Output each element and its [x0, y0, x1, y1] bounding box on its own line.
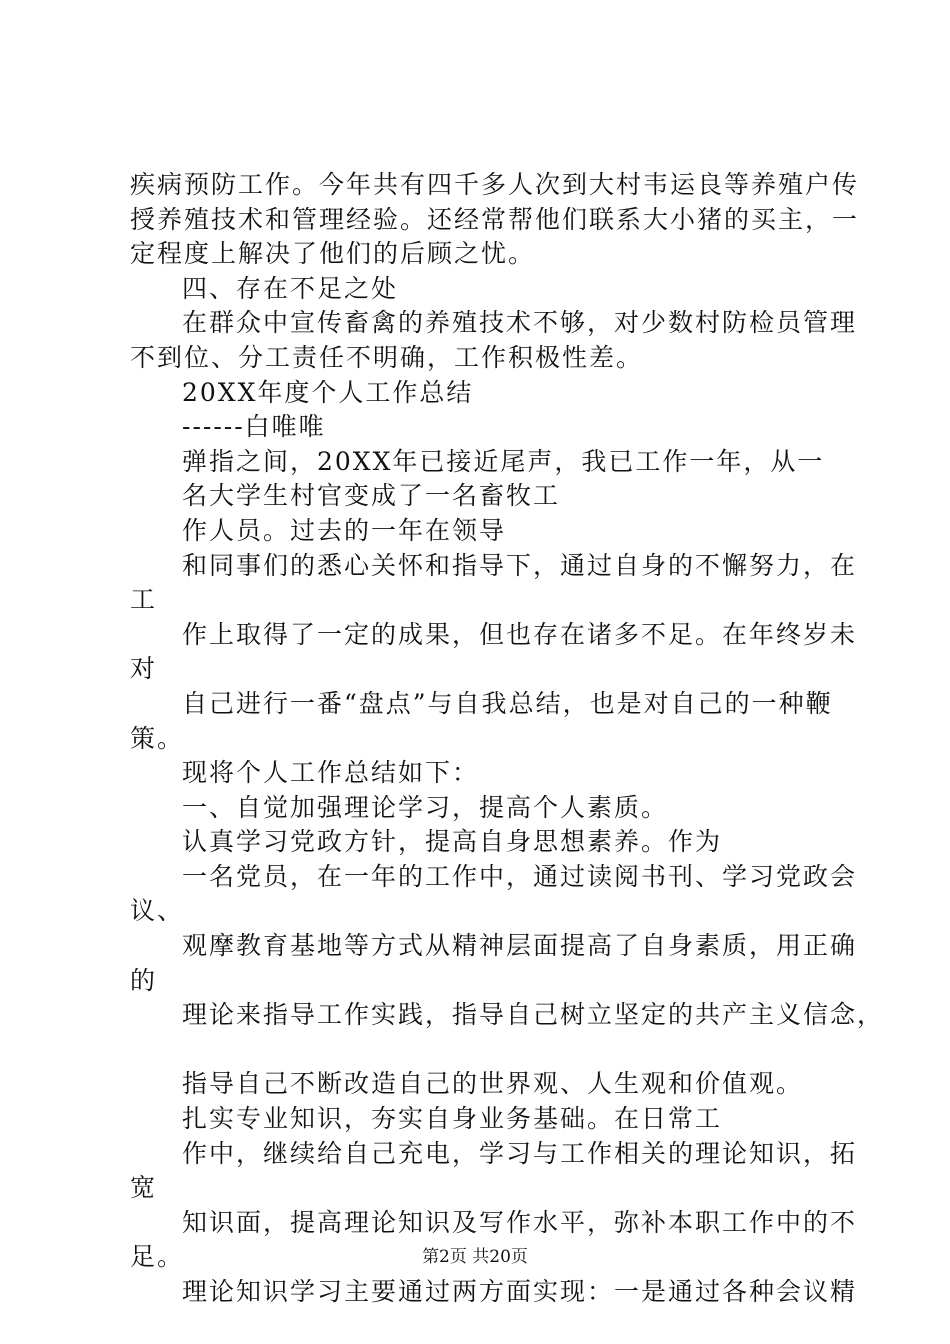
section-heading: 四、存在不足之处 — [182, 273, 399, 303]
text-line: 定程度上解决了他们的后顾之忧。 — [130, 239, 536, 269]
text-line: 足。 — [130, 1242, 185, 1272]
text-line: 一名党员，在一年的工作中，通过读阅书刊、学习党政会 — [182, 861, 858, 891]
text-line: 不到位、分工责任不明确，工作积极性差。 — [130, 342, 644, 372]
text-line: 作人员。过去的一年在领导 — [182, 515, 507, 545]
text-line: 名大学生村官变成了一名畜牧工 — [182, 481, 561, 511]
text-line: 在群众中宣传畜禽的养殖技术不够，对少数村防检员管理 — [182, 308, 858, 338]
text-line: 弹指之间，20XX年已接近尾声，我已工作一年，从一 — [182, 446, 825, 476]
text-line: 策。 — [130, 723, 185, 753]
text-line: 扎实专业知识，夯实自身业务基础。在日常工 — [182, 1104, 723, 1134]
text-line: 工 — [130, 585, 158, 615]
text-line: 和同事们的悉心关怀和指导下，通过自身的不懈努力，在 — [182, 550, 858, 580]
body-text — [130, 168, 885, 1310]
text-line: 知识面，提高理论知识及写作水平，弥补本职工作中的不 — [182, 1207, 858, 1237]
text-line: 自己进行一番“盘点”与自我总结，也是对自己的一种鞭 — [182, 688, 833, 718]
author-line: ------白唯唯 — [182, 412, 326, 442]
text-line: 理论来指导工作实践，指导自己树立坚定的共产主义信念， — [182, 1000, 885, 1030]
section-heading: 一、自觉加强理论学习，提高个人素质。 — [182, 792, 669, 822]
text-line: 疾病预防工作。今年共有四千多人次到大村韦运良等养殖户传 — [130, 170, 860, 199]
text-line: 观摩教育基地等方式从精神层面提高了自身素质，用正确 — [182, 931, 858, 961]
text-line: 认真学习党政方针，提高自身思想素养。作为 — [182, 827, 723, 857]
text-line: 作上取得了一定的成果，但也存在诸多不足。在年终岁未 — [182, 619, 858, 649]
text-line: 议、 — [130, 896, 185, 926]
text-line: 宽 — [130, 1173, 158, 1203]
text-line: 作中，继续给自己充电，学习与工作相关的理论知识，拓 — [182, 1138, 858, 1168]
text-line: 授养殖技术和管理经验。还经常帮他们联系大小猪的买主，一 — [130, 204, 860, 234]
page-number: 第2页 共20页 — [422, 1247, 528, 1267]
blank-line — [130, 1033, 850, 1068]
text-line: 的 — [130, 965, 158, 995]
document-title: 20XX年度个人工作总结 — [182, 377, 474, 407]
text-line: 指导自己不断改造自己的世界观、人生观和价值观。 — [182, 1069, 804, 1099]
text-line: 对 — [130, 654, 158, 684]
page-footer — [0, 1242, 950, 1267]
text-line: 现将个人工作总结如下： — [182, 758, 480, 788]
text-line: 理论知识学习主要通过两方面实现：一是通过各种会议精 — [182, 1277, 858, 1306]
